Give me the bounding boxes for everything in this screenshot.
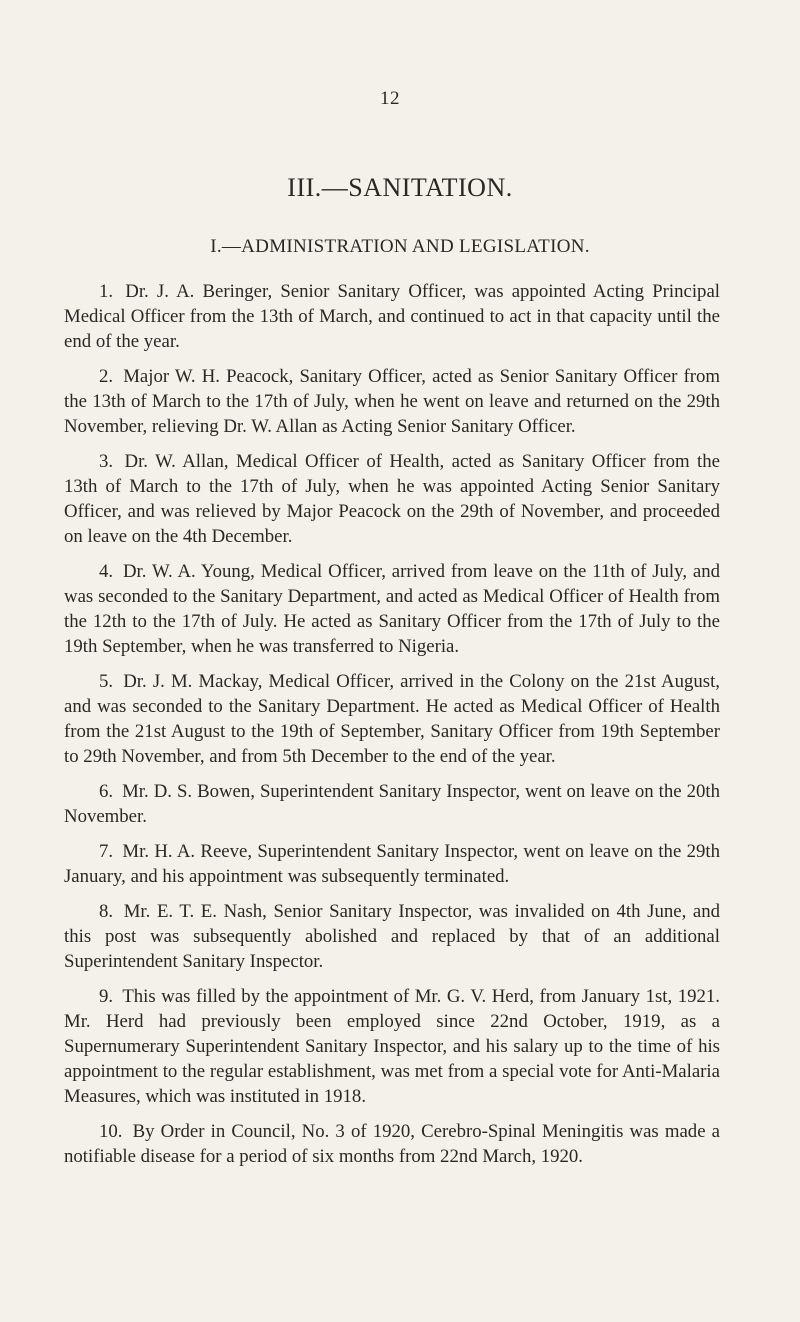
paragraph (64, 1119, 720, 1169)
paragraph-text: This was filled by the appointment of Mr. G. V. Herd, from January 1st, 1921. Mr. Herd had previously been employed since 22nd October, 1919, as a Supernumerary Superintendent Sanitary Inspector, and his salary up to the time of his appointment to the regular establishment, was met from a special vote for Anti-Malaria Measures, which was instituted in 1918. (64, 986, 720, 1107)
paragraph-number: 8. (99, 901, 114, 922)
paragraph-text: By Order in Council, No. 3 of 1920, Cerebro-Spinal Meningitis was made a notifiable disease for a period of six months from 22nd March, 1920. (64, 1121, 720, 1167)
paragraph-text: Dr. W. Allan, Medical Officer of Health, acted as Sanitary Officer from the 13th of March to the 17th of July, when he was appointed Acting Senior Sanitary Officer, and was relieved by Major Peacock on the 29th of November, and proceeded on leave on the 4th December. (64, 451, 720, 547)
paragraph-number: 9. (99, 986, 114, 1007)
paragraph (64, 839, 720, 889)
paragraph-number: 4. (99, 561, 114, 582)
paragraph-text: Mr. H. A. Reeve, Superintendent Sanitary Inspector, went on leave on the 29th January, and his appointment was subsequently terminated. (64, 841, 720, 887)
paragraph (64, 364, 720, 439)
paragraph-number: 3. (99, 451, 114, 472)
paragraph (64, 899, 720, 974)
paragraph (64, 559, 720, 659)
paragraph-text: Mr. D. S. Bowen, Superintendent Sanitary Inspector, went on leave on the 20th November. (64, 781, 720, 827)
paragraph (64, 984, 720, 1109)
paragraph-number: 10. (99, 1121, 123, 1142)
paragraph-text: Major W. H. Peacock, Sanitary Officer, acted as Senior Sanitary Officer from the 13th of March to the 17th of July, when he went on leave and returned on the 29th November, relieving Dr. W. Allan as Acting Senior Sanitary Officer. (64, 366, 720, 437)
paragraph-text: Dr. W. A. Young, Medical Officer, arrived from leave on the 11th of July, and was seconded to the Sanitary Department, and acted as Medical Officer of Health from the 12th to the 17th of July. He acted as Sanitary Officer from the 17th of July to the 19th September, when he was transferred to Nigeria. (64, 561, 721, 657)
paragraph (64, 779, 720, 829)
paragraph (64, 449, 720, 549)
paragraph-number: 6. (99, 781, 114, 802)
page-number: 12 (380, 88, 400, 109)
paragraph (64, 279, 720, 354)
document-body (64, 279, 720, 1179)
paragraph-number: 1. (99, 281, 114, 302)
paragraph-text: Dr. J. A. Beringer, Senior Sanitary Officer, was appointed Acting Principal Medical Officer from the 13th of March, and continued to act in that capacity until the end of the year. (64, 281, 721, 352)
paragraph-number: 5. (99, 671, 114, 692)
paragraph-text: Dr. J. M. Mackay, Medical Officer, arrived in the Colony on the 21st August, and was seconded to the Sanitary Department. He acted as Medical Officer of Health from the 21st August to the 19th of September, Sanitary Officer from 19th September to 29th November, and from 5th December to the end of the year. (64, 671, 720, 767)
section-subtitle: I.—ADMINISTRATION AND LEGISLATION. (210, 236, 590, 257)
paragraph-number: 2. (99, 366, 114, 387)
paragraph (64, 669, 720, 769)
section-title: III.—SANITATION. (287, 173, 513, 202)
paragraph-text: Mr. E. T. E. Nash, Senior Sanitary Inspector, was invalided on 4th June, and this post was subsequently abolished and replaced by that of an additional Superintendent Sanitary Inspector. (64, 901, 720, 972)
paragraph-number: 7. (99, 841, 114, 862)
